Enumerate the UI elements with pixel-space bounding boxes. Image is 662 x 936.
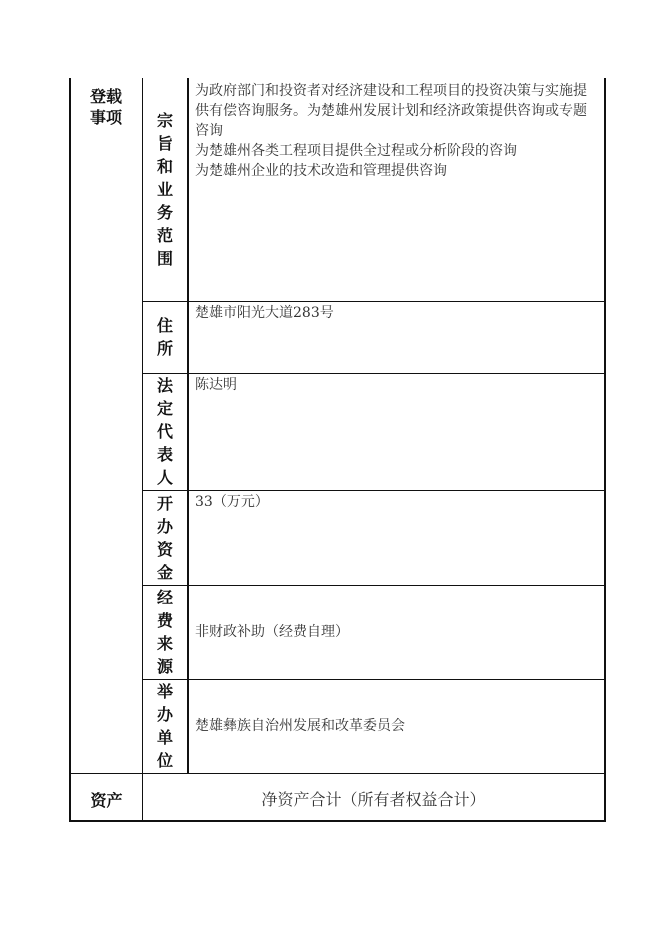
table-border-right <box>604 78 606 822</box>
row-divider <box>142 301 605 302</box>
label-char: 住 <box>156 316 173 335</box>
label-char: 围 <box>156 249 173 268</box>
label-char: 业 <box>156 180 173 199</box>
label-char: 办 <box>156 705 173 724</box>
label-char: 宗 <box>156 111 173 130</box>
label-char: 表 <box>156 445 173 464</box>
scope-line: 为楚雄州各类工程项目提供全过程或分析阶段的咨询 <box>195 143 517 159</box>
row-divider <box>142 373 605 374</box>
label-char: 代 <box>156 422 173 441</box>
row-divider <box>142 679 605 680</box>
label-char: 举 <box>156 682 173 701</box>
scope-text <box>195 81 595 181</box>
label-char: 所 <box>156 339 173 358</box>
sponsor-value: 楚雄彝族自治州发展和改革委员会 <box>195 718 405 734</box>
row-divider <box>69 773 606 774</box>
row-divider <box>142 490 605 491</box>
label-char: 范 <box>156 226 173 245</box>
assets-value: 净资产合计（所有者权益合计） <box>261 790 486 809</box>
label-char: 人 <box>156 468 173 487</box>
row-divider <box>142 585 605 586</box>
label-char: 金 <box>156 562 173 582</box>
row-label-scope <box>142 78 188 301</box>
scope-line: 为政府部门和投资者对经济建设和工程项目的投资决策与实施提供有偿咨询服务。为楚雄州发展计划和经济政策提供咨询或专题咨询 <box>195 83 587 139</box>
label-char: 和 <box>156 157 173 176</box>
label-char: 经 <box>156 588 173 607</box>
section-label: 登载事项 <box>89 87 122 127</box>
label-char: 资 <box>156 539 173 559</box>
label-char: 来 <box>156 634 173 653</box>
label-char: 定 <box>156 399 173 418</box>
row-label-legal-rep <box>142 373 188 490</box>
label-char: 开 <box>156 493 173 513</box>
label-char: 务 <box>156 203 173 222</box>
label-char: 费 <box>156 611 173 630</box>
label-char: 位 <box>156 751 173 770</box>
label-char: 源 <box>156 657 173 676</box>
scope-line: 为楚雄州企业的技术改造和管理提供咨询 <box>195 163 447 179</box>
row-label-funding <box>142 585 188 679</box>
table-border-left <box>69 78 71 822</box>
label-char: 办 <box>156 516 173 536</box>
label-char: 单 <box>156 728 173 747</box>
assets-label: 资产 <box>90 791 123 810</box>
capital-value: 33（万元） <box>195 494 269 510</box>
address-value: 楚雄市阳光大道283号 <box>195 305 334 321</box>
legal-rep-value: 陈达明 <box>195 377 237 393</box>
funding-value: 非财政补助（经费自理） <box>195 624 349 640</box>
table-border-bottom <box>69 820 606 822</box>
row-label-capital <box>142 490 188 585</box>
label-char: 法 <box>156 376 173 395</box>
row-label-address <box>142 301 188 373</box>
label-char: 旨 <box>156 134 173 153</box>
row-label-sponsor <box>142 679 188 773</box>
